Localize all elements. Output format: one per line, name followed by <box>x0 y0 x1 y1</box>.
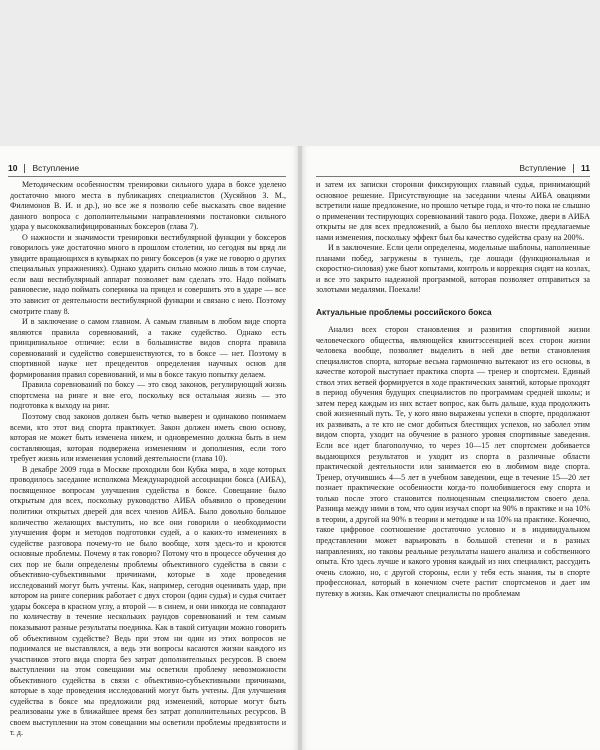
paragraph: Поэтому свод законов должен быть четко выверен и одинаково понимаем всеми, кто этот вид спорта практикует. Закон должен иметь свою основу, которая не может быть изменена никем, и одновременно должна быть в нем составляющая, которая подвержена изменениям и дополнения, если того требует жизнь или изменения условий деятельности (глава 10). <box>10 412 286 464</box>
running-head <box>316 160 590 177</box>
running-title: Вступление <box>32 163 80 173</box>
right-page <box>302 146 600 750</box>
left-page <box>0 146 298 750</box>
paragraph: И в заключение. Если цели определены, модельные шаблоны, наполненные планами побед, загружены в туннель, где лошади (функциональная и скоростно-силовая) уже бьют копытами, контроль и коррекция сидят на козлах, и все это закрыто надежной программой, которая позволяет отправиться за золотыми медалями. Поехали! <box>316 243 590 295</box>
page-margin-area <box>0 0 600 146</box>
page-number: 10 <box>8 163 18 173</box>
paragraph: Анализ всех сторон становления и развития спортивной жизни человеческого общества, являющейся квинтэссенцией всех сторон жизни человека вообще, позволяет выделить в ней две ветви становления специалистов спорта, которые весьма гармонично вытекают из его основы, в качестве которой выступает практика спорта — тренер и спортсмен. Единый ствол этих ветвей формируется в ходе практических занятий, которые проходят в период обучения будущих специалистов по программам средней школы; и затем перед каждым из них встает вопрос, как быть дальше, куда продолжить свой жизненный путь. Те, у кого явно выражены успехи в спорте, продолжают их развивать, а те кто не смог добиться блестящих успехов, но заболел этим видом спорта, уходит на обучение в разного уровня спортивные заведения. Если все идет благополучно, то через 10—15 лет спортсмен добивается выдающихся результатов и уходит из спорта в различные области практической деятельности или занимается ею в любимом виде спорта. Тренер, отучившись 4—5 лет в учебном заведении, еще в течение 15—20 лет познает практические особенности когда-то полюбившегося ему спорта и только после этого становится полноценным специалистом своего дела. Разница между ними в том, что один изучал спорт на 90% в практике и на 10% в теории, а другой на 90% в теории и методике и на 10% на практике. Конечно, такое цифровое соотношение достаточно условно и в индивидуальном представлении может варьировать в большой степени и в разных направлениях, но таковы реальные результаты нашего анализа и собственного опыта. Кто здесь лучше и какого уровня каждый из них специалист, рассудить очень сложно, но, с другой стороны, если у тебя есть знания, ты в спорте профессионал, который в конечном счете растит спортсменов и дает им путевку в жизнь. Как отмечают специалисты по проблемам <box>316 325 590 598</box>
running-head <box>8 160 286 177</box>
paragraph: Правила соревнований по боксу — это свод законов, регулирующий жизнь спортсмена на ринге и вне его, поскольку вся остальная жизнь — это подготовка к выходу на ринг. <box>10 380 286 411</box>
running-head-separator <box>24 164 25 173</box>
paragraph: и затем их записки сторонни фиксирующих главный судья, принимающий основное решение. Присутствующие на заседании члены АИБА овациями встретили наше предложение, но прошло четыре года, и что-то пока не слышно о применении тестирующих соревнований такого рода. Похоже, двери в АИБА открыты не для всех предложений, а было бы неплохо внести предлагаемые нами изменения, поскольку эффект был бы качество судейства сразу на 200%. <box>316 180 591 242</box>
paragraph: О нажности и значимости тренировки вестибулярной функции у боксеров говорилось уже достаточно много в прошлом столетии, но сегодня вы вряд ли увидите вращающихся в кувырках по рингу боксеров (я уже не говорю о других специальных упражнениях). Однако ударить сильно можно лишь в том случае, если ваш вестибулярный аппарат позволяет вам сделать это. Надо поймать равновесие, надо поймать соперника на прицел и совершить это в ударе — все это зависит от деятельности вестибулярной функции и связано с нею. Поэтому смотрите главу 8. <box>10 232 286 316</box>
paragraph: И в заключение о самом главном. А самым главным в любом виде спорта являются правила соревнований, а также судейство. Однако есть принципиальное отличие: если в большинстве видов спорта правила соревнований и судейство совершенствуются, то в боксе — нет. Поэтому в спортивной науке нет прецедентов определения научных основ для формирования правил соревнований, и мы в боксе такую попытку делаем. <box>10 317 286 379</box>
section-heading: Актуальные проблемы российского бокса <box>316 307 492 318</box>
running-head-separator <box>573 164 574 173</box>
paragraph: В декабре 2009 года в Москве проходили бои Кубка мира, в ходе которых проводилось заседание исполкома Международной ассоциации бокса (АИБА), посвященное вопросам улучшения судейства в боксе. Совещание было открытым для всех, поскольку руководство АИБА объявило о проведении политики открытых дверей для всех членов АИБА. Было довольно большое количество желающих выступить, но все они говорили о необходимости улучшения форм и методов подготовки судей, а о каких-то изменениях в судействе разговора почему-то не было вообще, хотя здесь-то и кроются основные проблемы. Почему я так говорю? Потому что в процессе обучения до сих пор не были определены проблемы объективного судейства в связи с объективно-субъективными причинами, которые в ходе проведения исследований могут быть учтены. Как, например, сегодня оценивать удар, при котором на ринге соперник работает с двух сторон (один судья) и судья считает удары боксера в красном углу, а второй — в синем, и они никогда не совпадают по количеству в течение нескольких раундов соревнований и тем самым показывают разные результаты поединка. Как в такой ситуации можно говорить об объективном судействе? Ведь при этом ни один из этих вопросов не поднимался не выставлялся, а ведь эти вопросы касаются жизни каждого из участников этого вида спорта без затрат дополнительных ресурсов. В своем выступлении на этом совещании мы осветили проблему невозможности объективного судейства в связи с объективно-субъективными причинами, которые в ходе проведения исследований могут быть учтены. Для улучшения судейства в боксе мы предложили ряд изменений, которые могут быть реализованы уже в ближайшее время без затрат дополнительных ресурсов. В своем выступлении на этом совещании мы осветили проблемы предвзятости и т. д. <box>10 464 286 738</box>
running-title: Вступление <box>519 163 566 173</box>
left-body-text <box>10 180 286 739</box>
right-body-text <box>316 180 590 599</box>
paragraph: Методическим особенностям тренировки сильного удара в боксе уделено достаточно много места в публикациях специалистов (Хусяйнов З. М., Филимонов В. И. и др.), но все же я позволю себе высказать свое видение данного вопроса с дополнительными направлениями постановки сильного удара у высококвалифицированных боксеров (глава 7). <box>10 180 286 232</box>
page-number: 11 <box>581 163 590 173</box>
